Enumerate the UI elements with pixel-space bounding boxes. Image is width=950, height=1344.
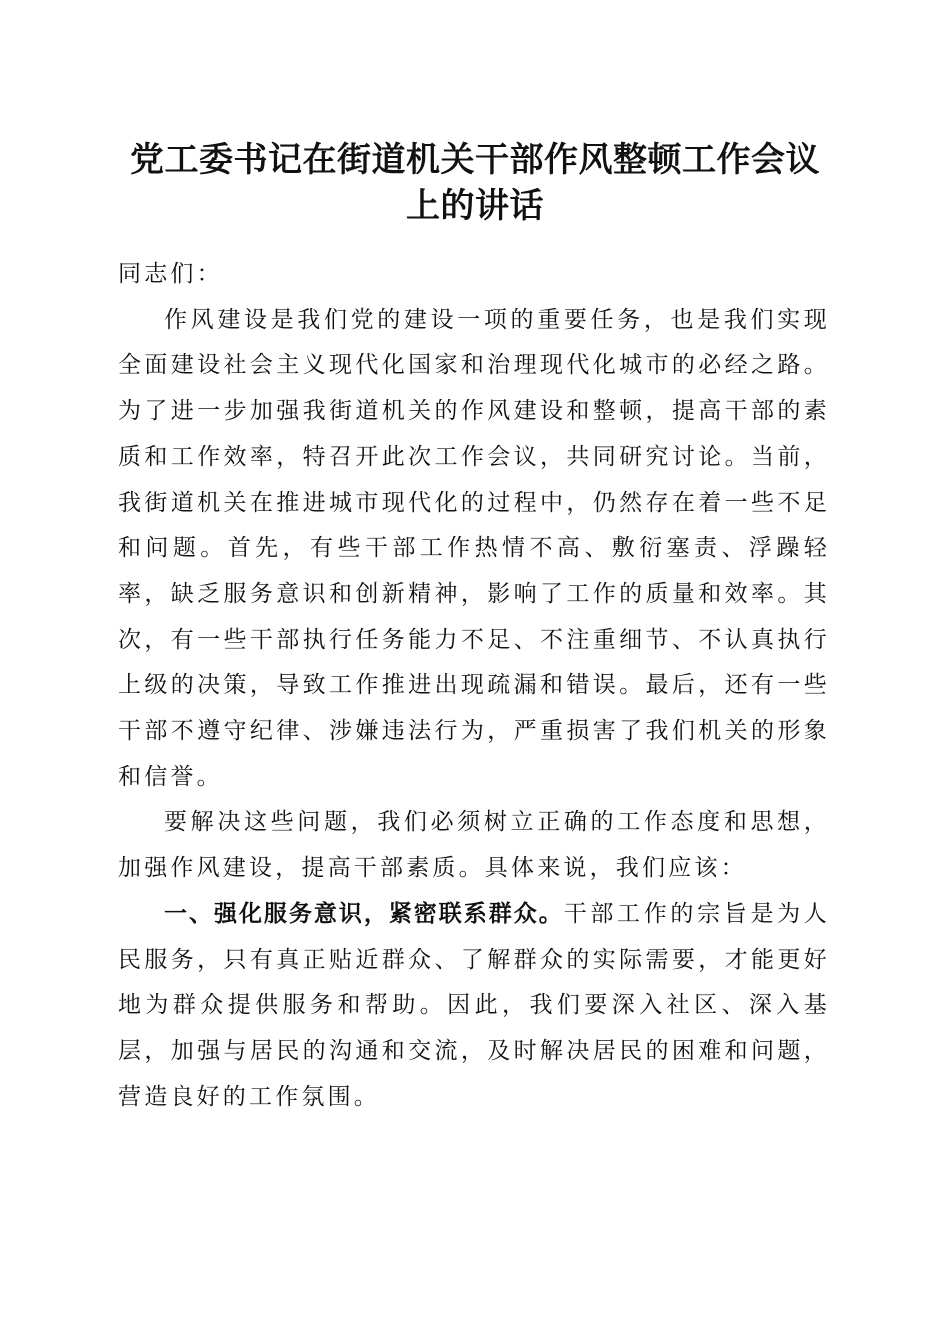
paragraph-1-text: 作风建设是我们党的建设一项的重要任务，也是我们实现全面建设社会主义现代化国家和治理现代化城市的必经之路。为了进一步加强我街道机关的作风建设和整顿，提高干部的素质和工作效率，特召开此次工作会议，共同研究讨论。当前，我街道机关在推进城市现代化的过程中，仍然存在着一些不足和问题。首先，有些干部工作热情不高、敷衍塞责、浮躁轻率，缺乏服务意识和创新精神，影响了工作的质量和效率。其次，有一些干部执行任务能力不足、不注重细节、不认真执行上级的决策，导致工作推进出现疏漏和错误。最后，还有一些干部不遵守纪律、涉嫌违法行为，严重损害了我们机关的形象和信誉。 <box>118 306 830 790</box>
paragraph-3 <box>118 892 830 1121</box>
paragraph-3-text: 干部工作的宗旨是为人民服务，只有真正贴近群众、了解群众的实际需要，才能更好地为群众提供服务和帮助。因此，我们要深入社区、深入基层，加强与居民的沟通和交流，及时解决居民的困难和问题，营造良好的工作氛围。 <box>118 900 831 1110</box>
paragraph-1 <box>118 298 830 801</box>
salutation: 同志们： <box>118 261 223 287</box>
document-body <box>118 252 830 1120</box>
document-title-line-1: 党工委书记在街道机关干部作风整顿工作会议 <box>130 140 820 180</box>
document-title-line-2: 上的讲话 <box>406 186 544 226</box>
paragraph-2 <box>118 800 830 891</box>
section-heading-1: 一、强化服务意识，紧密联系群众。 <box>164 900 564 927</box>
paragraph-2-text: 要解决这些问题，我们必须树立正确的工作态度和思想，加强作风建设，提高干部素质。具体来说，我们应该： <box>118 809 830 882</box>
